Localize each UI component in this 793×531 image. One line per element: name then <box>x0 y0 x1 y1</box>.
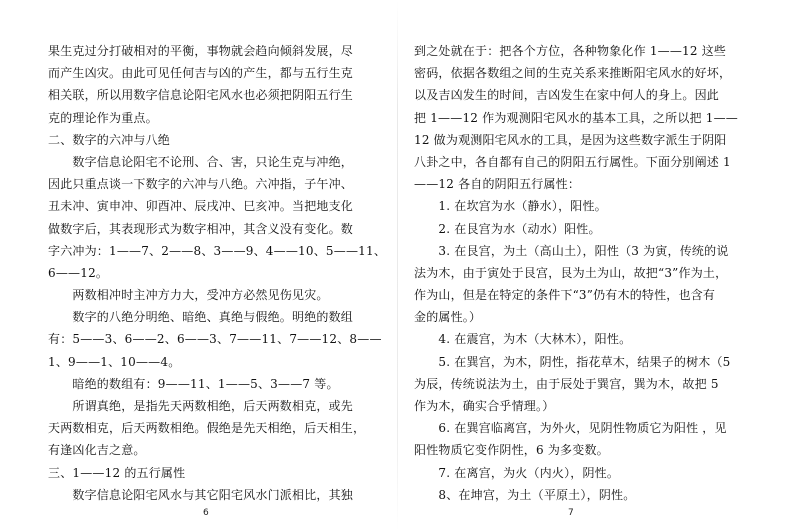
text-line: 有：5——3、6——2、6——3、7——11、7——12、8—— <box>48 332 382 347</box>
text-line: 有逢凶化吉之意。 <box>48 443 146 458</box>
left-page <box>48 40 386 506</box>
text-line: 1、9——1、10——4。 <box>48 354 181 369</box>
text-line: 12 做为观测阳宅风水的工具，是因为这些数字派生于阴阳 <box>414 132 727 147</box>
text-line: 6——12。 <box>48 265 109 280</box>
text-line: 字六冲为：1——7、2——8、3——9、4——10、5——11、 <box>48 243 386 258</box>
text-line: 天两数相克，后天两数相绝。假绝是先天相绝，后天相生， <box>48 421 366 436</box>
text-line: 果生克过分打破相对的平衡，事物就会趋向倾斜发展，尽 <box>48 44 354 58</box>
text-line: 到之处就在于：把各个方位，各种物象化作 1——12 这些 <box>414 44 727 58</box>
text-line: 克的理论作为重点。 <box>48 110 158 125</box>
page-fold <box>397 0 398 531</box>
text-line: 数字信息论阳宅不论刑、合、害，只论生克与冲绝， <box>48 154 354 169</box>
text-line: 为辰，传统说法为土，由于辰处于巽宫，巽为木，故把 5 <box>414 376 719 391</box>
text-line: 两数相冲时主冲方力大，受冲方必然见伤见灾。 <box>48 288 329 303</box>
text-line: 8、在坤宫，为土（平原土），阴性。 <box>414 487 636 502</box>
text-line: 以及吉凶发生的时间，吉凶发生在家中何人的身上。因此 <box>414 88 720 103</box>
text-line: 密码，依据各数组之间的生克关系来推断阳宅风水的好坏， <box>414 66 732 81</box>
text-line: 法为木，由于寅处于艮宫，艮为土为山，故把“3”作为土， <box>414 265 728 280</box>
left-page-number: 6 <box>203 508 209 518</box>
text-line: 3. 在艮宫，为土（高山土），阳性（3 为寅，传统的说 <box>414 243 729 258</box>
text-line: 5. 在巽宫，为木，阴性，指花草木，结果子的树木（5 <box>414 354 731 369</box>
right-page <box>414 40 756 506</box>
text-line: 阳性物质它变作阴性，6 为多变数。 <box>414 443 609 458</box>
right-page-number: 7 <box>568 508 574 518</box>
text-line: 三、1——12 的五行属性 <box>48 465 186 480</box>
text-line: 把 1——12 作为观测阳宅风水的基本工具，之所以把 1—— <box>414 110 738 125</box>
text-line: 1. 在坎宫为水（静水），阳性。 <box>414 199 607 214</box>
text-line: 相关联，所以用数字信息论阳宅风水也必须把阴阳五行生 <box>48 88 354 103</box>
text-line: 因此只重点谈一下数字的六冲与八绝。六冲指，子午冲、 <box>48 177 354 192</box>
text-line: 数字信息论阳宅风水与其它阳宅风水门派相比，其独 <box>48 487 354 502</box>
text-line: 八卦之中，各自都有自己的阴阳五行属性。下面分别阐述 1 <box>414 154 731 169</box>
text-line: 做数字后，其表现形式为数字相冲，其含义没有变化。数 <box>48 221 354 236</box>
text-line: 暗绝的数组有：9——11、1——5、3——7 等。 <box>48 376 339 391</box>
text-line: 二、数字的六冲与八绝 <box>48 132 171 147</box>
text-line: 6. 在巽宫临离宫，为外火，见阴性物质它为阳性 ，见 <box>414 421 727 436</box>
text-line: 作为山，但是在特定的条件下“3”仍有木的特性，也含有 <box>414 288 716 303</box>
text-line: 4. 在震宫，为木（大林木），阳性。 <box>414 332 632 347</box>
text-line: 而产生凶灾。由此可见任何吉与凶的产生，都与五行生克 <box>48 66 354 81</box>
text-line: 作为木，确实合乎情理。） <box>414 399 555 413</box>
text-line: 数字的八绝分明绝、暗绝、真绝与假绝。明绝的数组 <box>48 310 354 325</box>
text-line: 7. 在离宫，为火（内火），阴性。 <box>414 465 620 480</box>
text-line: 丑未冲、寅申冲、卯酉冲、辰戌冲、巳亥冲。当把地支化 <box>48 199 354 214</box>
text-line: 金的属性。） <box>414 310 482 325</box>
text-line: 2. 在艮宫为水（动水）阳性。 <box>414 221 601 236</box>
text-line: 所谓真绝，是指先天两数相绝，后天两数相克，或先 <box>48 399 354 413</box>
text-line: ——12 各自的阴阳五行属性： <box>414 177 581 192</box>
